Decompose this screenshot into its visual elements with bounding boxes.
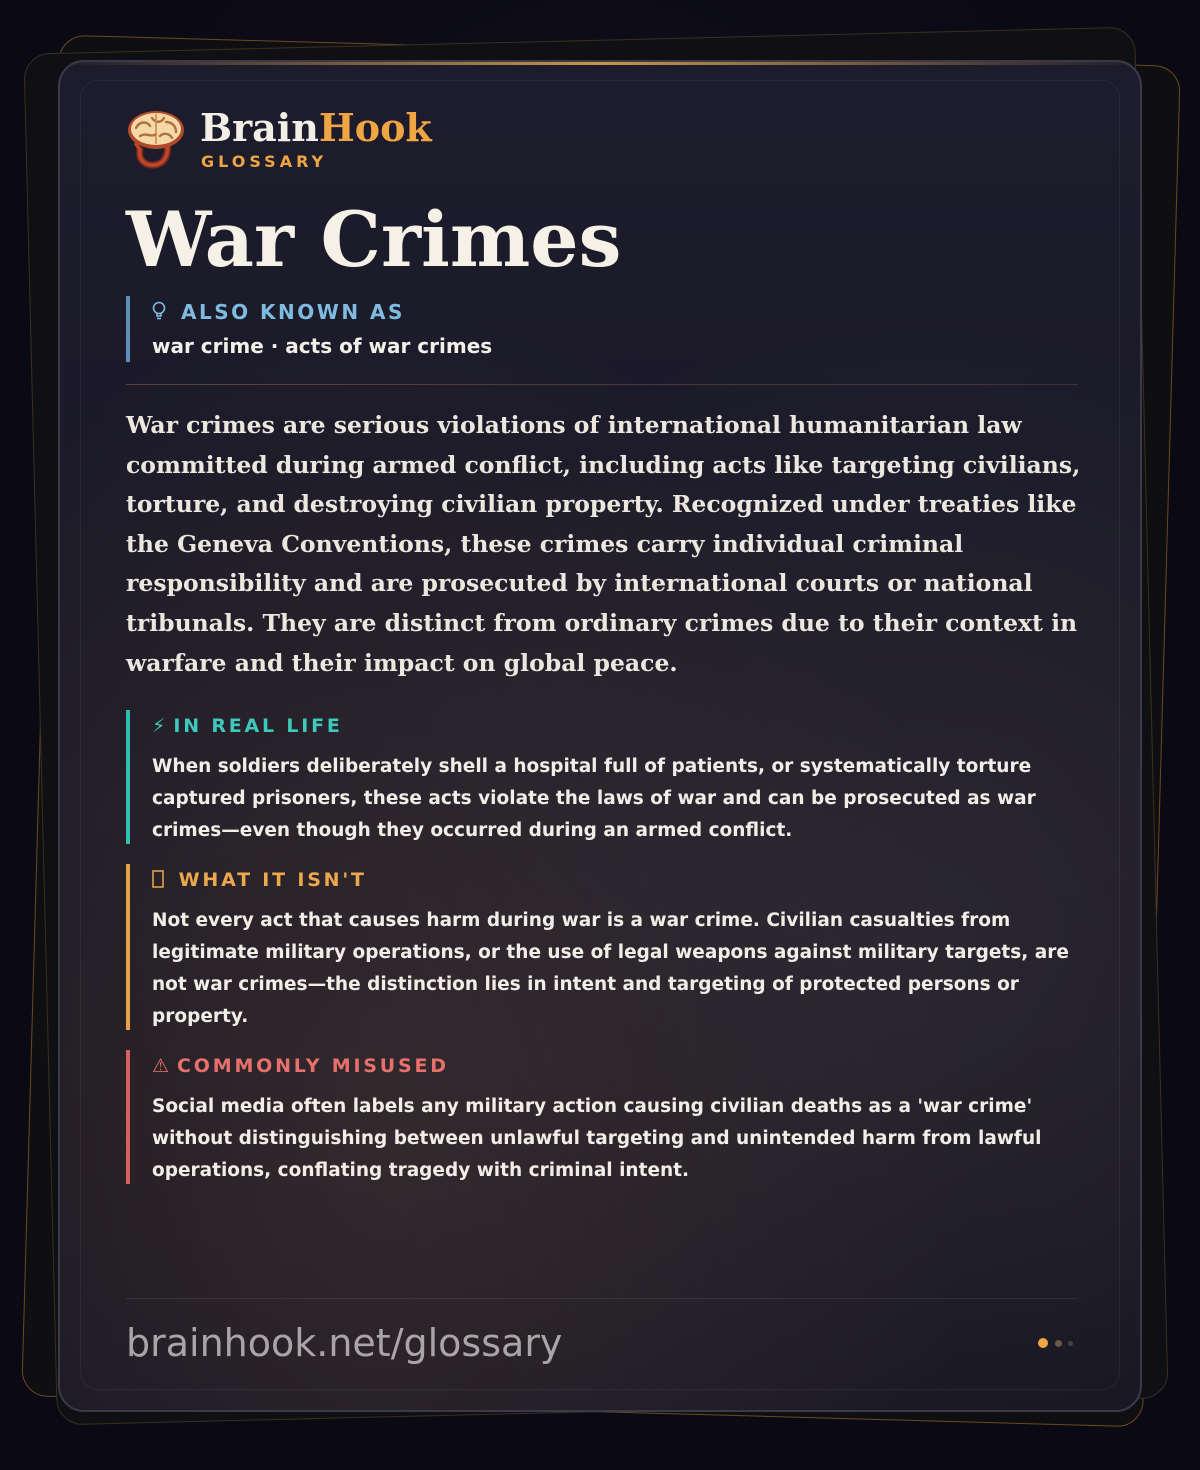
note-in-real-life-label — [152, 714, 1078, 738]
section-divider — [126, 384, 1078, 385]
note-commonly-misused-label — [152, 1054, 1078, 1078]
note-what-it-isnt-label — [152, 868, 1078, 892]
glossary-card — [58, 60, 1142, 1412]
note-commonly-misused — [126, 1050, 1078, 1184]
note-what-it-isnt-text: Not every act that causes harm during war is a war crime. Civilian casualties from legitimate military operations, or the use of legal weapons against military targets, are not war crimes—the distinction lies in intent and targeting of protected persons or property. — [152, 910, 1069, 1027]
pagination-dot[interactable] — [1068, 1341, 1073, 1346]
note-in-real-life-text: When soldiers deliberately shell a hospital full of patients, or systematically torture captured prisoners, these acts violate the laws of war and can be prosecuted as war crimes—even though they occurred during an armed conflict. — [152, 756, 1036, 841]
brand-name-part1: Brain — [200, 105, 319, 150]
note-commonly-misused-text: Social media often labels any military action causing civilian deaths as a 'war crime' without distinguishing between unlawful targeting and unintended harm from lawful operations, conflating tragedy with criminal intent. — [152, 1096, 1042, 1181]
pagination-dot-active[interactable] — [1038, 1338, 1048, 1348]
also-known-as-value: war crime · acts of war crimes — [152, 334, 493, 358]
warning-icon: ⚠ — [152, 1055, 170, 1077]
note-what-it-isnt — [126, 864, 1078, 1030]
also-known-as-block — [126, 296, 826, 362]
also-known-as-label-text: ALSO KNOWN AS — [180, 300, 405, 324]
note-what-it-isnt-label-text: WHAT IT ISN'T — [178, 869, 367, 891]
definition-text: War crimes are serious violations of international humanitarian law committed during armed conflict, including acts like targeting civilians, torture, and destroying civilian property. Recognized under treaties like the Geneva Conventions, these crimes carry individual criminal responsibility and are prosecuted by international courts or national tribunals. They are distinct from ordinary crimes due to their context in warfare and their impact on global peace. — [126, 411, 1081, 677]
lightbulb-icon — [152, 300, 173, 324]
also-known-as-label — [152, 300, 405, 324]
footer-url-link[interactable]: brainhook.net/glossary — [126, 1321, 563, 1365]
footer-divider — [126, 1298, 1078, 1299]
lightning-icon: ⚡ — [152, 715, 166, 737]
brand-name — [200, 106, 432, 150]
page-title: War Crimes — [126, 195, 622, 284]
note-in-real-life — [126, 710, 1078, 844]
brain-hook-icon — [126, 108, 186, 170]
note-commonly-misused-label-text: COMMONLY MISUSED — [177, 1055, 449, 1077]
pagination-dot[interactable] — [1055, 1340, 1062, 1347]
brand-name-part2: Hook — [318, 105, 432, 150]
brand-subtitle: GLOSSARY — [201, 152, 328, 171]
missing-glyph-icon — [152, 869, 171, 891]
brand-header[interactable] — [126, 106, 526, 172]
note-in-real-life-label-text: IN REAL LIFE — [173, 715, 343, 737]
pagination-dots — [1038, 1338, 1078, 1350]
